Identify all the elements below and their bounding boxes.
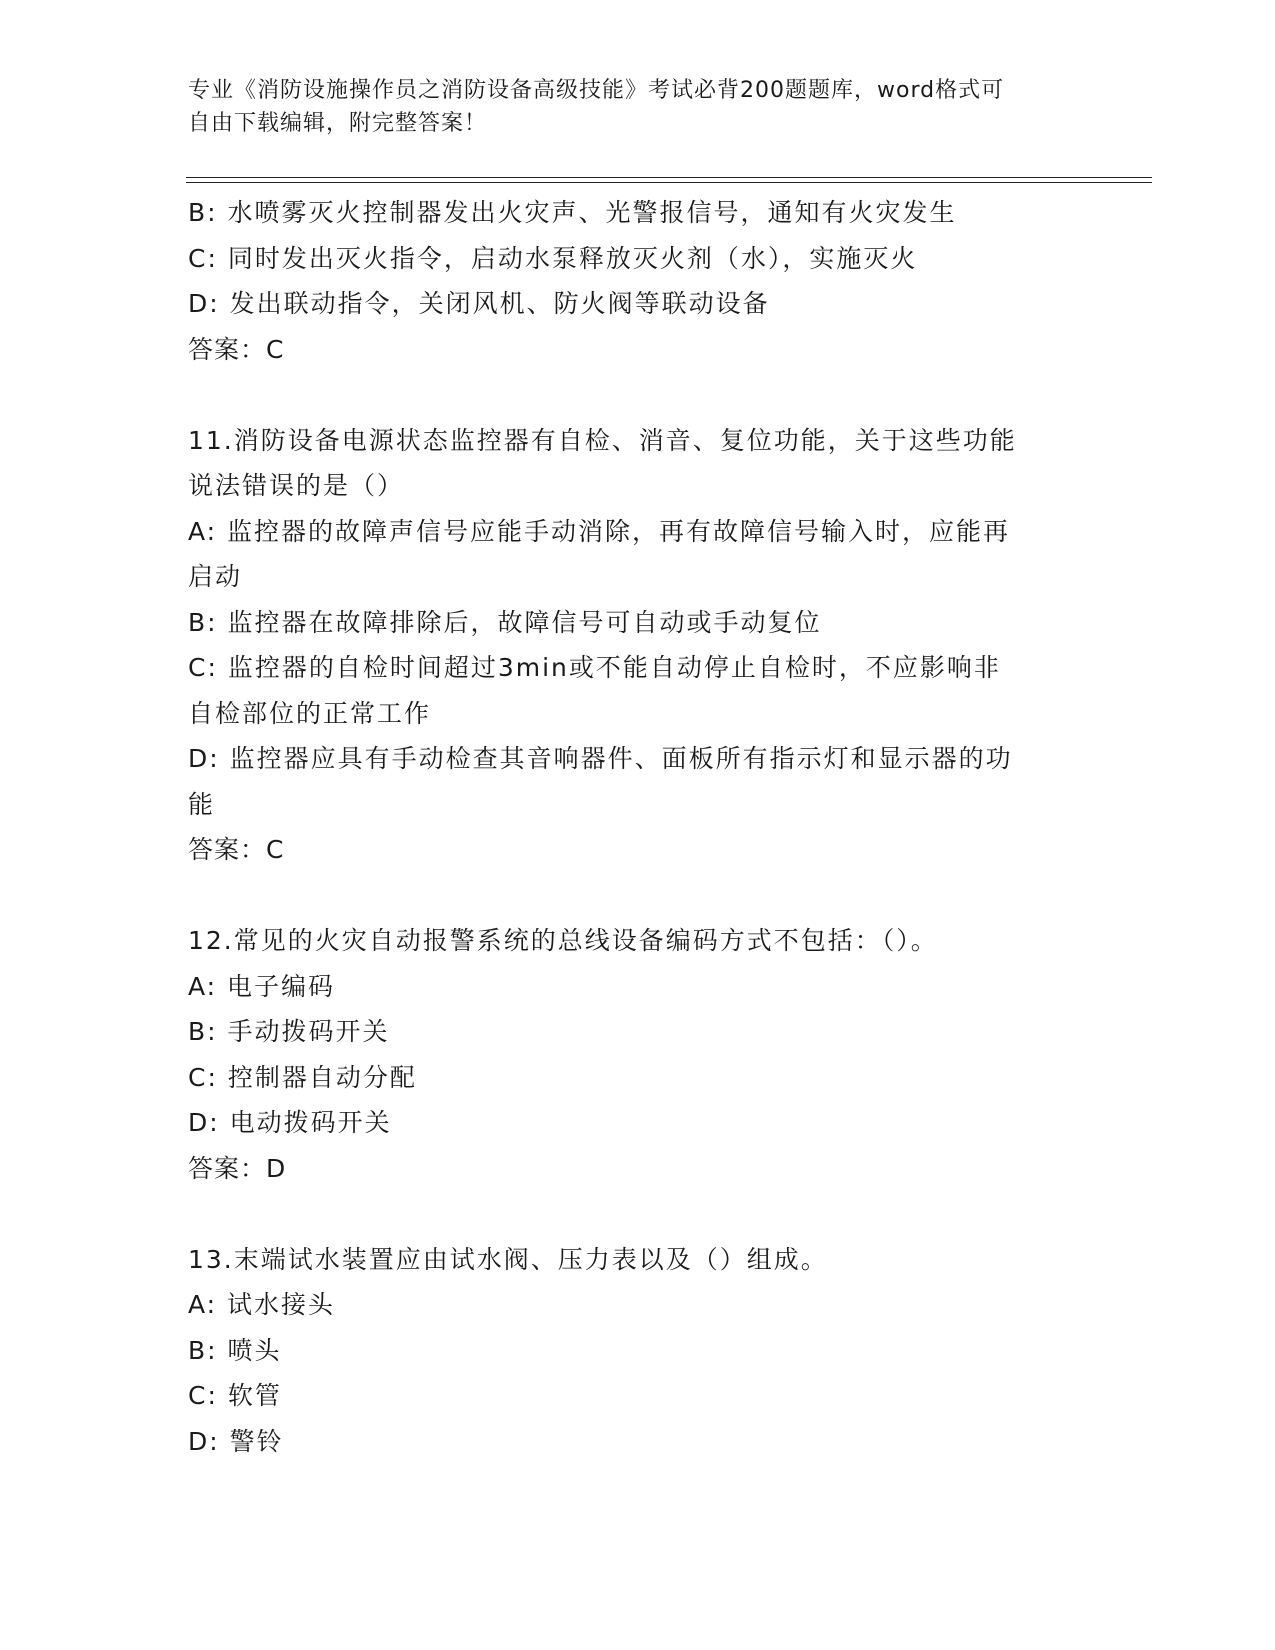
header-line-1: 专业《消防设施操作员之消防设备高级技能》考试必背200题题库，word格式可 [188,78,1005,103]
header-line-2: 自由下载编辑，附完整答案！ [188,111,488,136]
header-rule-top [186,177,1152,178]
answer-line: 答案：C [188,835,285,864]
option-d: D: 监控器应具有手动检查其音响器件、面板所有指示灯和显示器的功 [188,744,1013,773]
header-rule-bottom [186,182,1152,183]
spacer [188,873,1078,919]
question-11 [188,418,1078,873]
option-b: B: 喷头 [188,1335,282,1365]
document-header [188,74,1068,140]
option-c: C: 软管 [188,1381,282,1410]
option-a-continued: 启动 [188,562,243,591]
question-content [188,190,1078,1464]
option-d: D: 发出联动指令，关闭风机、防火阀等联动设备 [188,289,770,318]
option-c-continued: 自检部位的正常工作 [188,698,432,728]
option-b: B: 手动拨码开关 [188,1017,390,1046]
option-c: C: 控制器自动分配 [188,1062,417,1092]
question-stem-line: 11.消防设备电源状态监控器有自检、消音、复位功能，关于这些功能 [188,425,1017,455]
option-d-continued: 能 [188,789,216,819]
option-a: A: 电子编码 [188,971,336,1001]
answer-line: 答案：C [188,334,285,364]
question-stem-line: 13.末端试水装置应由试水阀、压力表以及（）组成。 [188,1244,828,1274]
option-c: C: 监控器的自检时间超过3min或不能自动停止自检时，不应影响非 [188,653,1001,682]
option-b: B: 水喷雾灭火控制器发出火灾声、光警报信号，通知有火灾发生 [188,198,957,227]
question-stem-line: 说法错误的是（） [188,471,405,500]
option-b: B: 监控器在故障排除后，故障信号可自动或手动复位 [188,607,822,637]
option-c: C: 同时发出灭火指令，启动水泵释放灭火剂（水），实施灭火 [188,243,918,273]
option-d: D: 电动拨码开关 [188,1108,392,1137]
option-a: A: 试水接头 [188,1290,336,1319]
question-12 [188,918,1078,1191]
option-d: D: 警铃 [188,1426,284,1456]
question-stem-line: 12.常见的火灾自动报警系统的总线设备编码方式不包括：（）。 [188,926,938,955]
carryover-question [188,190,1078,372]
spacer [188,372,1078,418]
spacer [188,1191,1078,1237]
question-13 [188,1237,1078,1465]
answer-line: 答案：D [188,1153,287,1183]
option-a: A: 监控器的故障声信号应能手动消除，再有故障信号输入时，应能再 [188,516,1011,546]
